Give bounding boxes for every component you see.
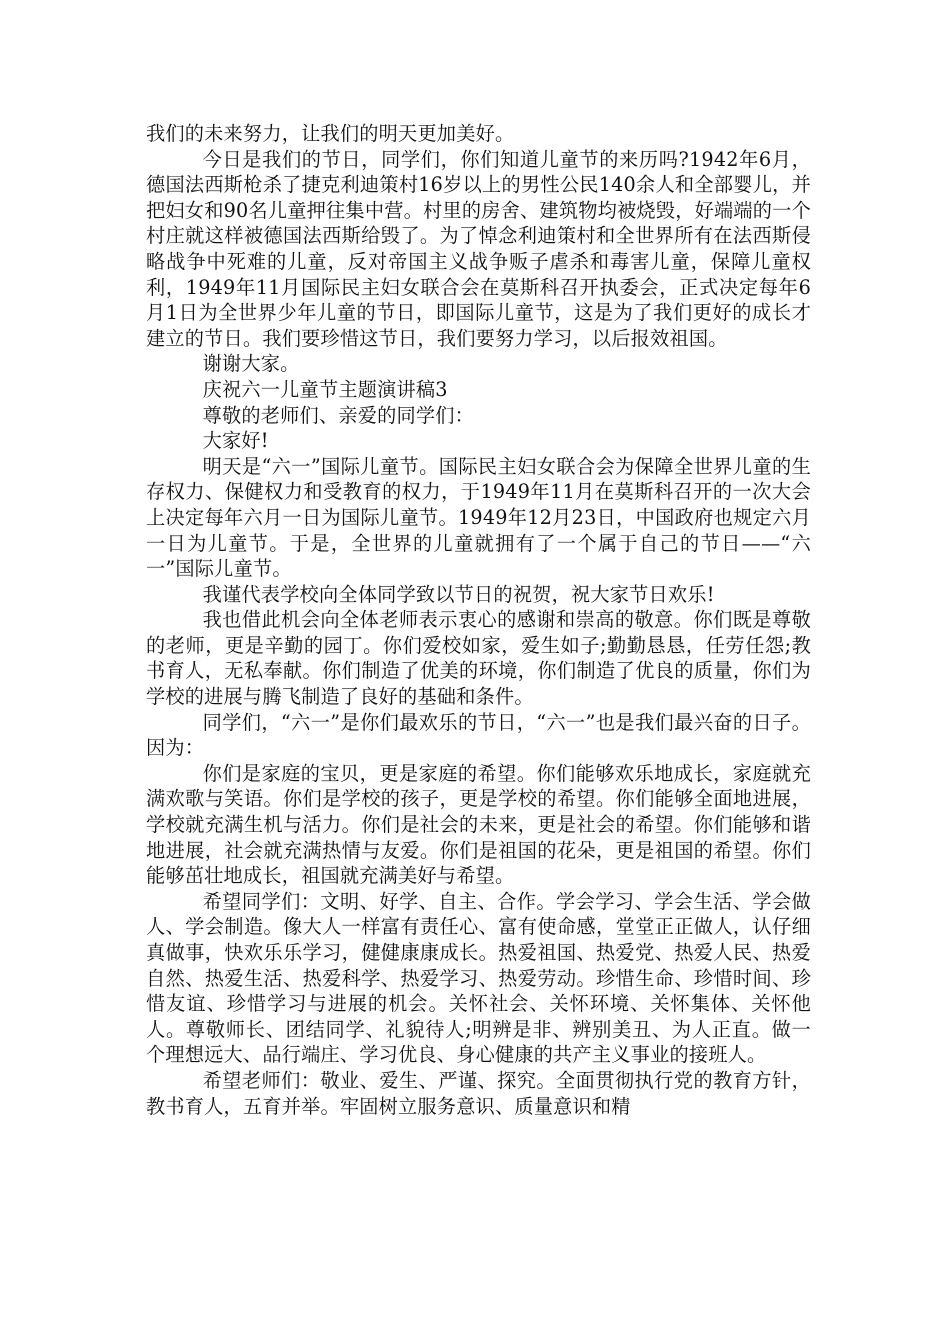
paragraph: 同学们，“六一”是你们最欢乐的节日，“六一”也是我们最兴奋的日子。因为： [146,710,811,760]
body-text [146,121,811,1119]
paragraph: 你们是家庭的宝贝，更是家庭的希望。你们能够欢乐地成长，家庭就充满欢歌与笑语。你们是学校的孩子，更是学校的希望。你们能够全面地进展，学校就充满生机与活力。你们是社会的未来，更是社会的希望。你们能够和谐地进展，社会就充满热情与友爱。你们是祖国的花朵，更是祖国的希望。你们能够茁壮地成长，祖国就充满美好与希望。 [146,761,811,888]
paragraph: 谢谢大家。 [202,352,300,376]
section-title: 庆祝六一儿童节主题演讲稿3 [202,377,448,401]
paragraph: 明天是“六一”国际儿童节。国际民主妇女联合会为保障全世界儿童的生存权力、保健权力和受教育的权力，于1949年11月在莫斯科召开的一次大会上决定每年六月一日为国际儿童节。1949年12月23日，中国政府也规定六月一日为儿童节。于是，全世界的儿童就拥有了一个属于自己的节日——“六一”国际儿童节。 [146,454,811,581]
paragraph: 我谨代表学校向全体同学致以节日的祝贺，祝大家节日欢乐! [202,582,715,606]
salutation: 尊敬的老师们、亲爱的同学们： [202,403,475,427]
greeting: 大家好! [202,429,269,453]
paragraph: 希望同学们：文明、好学、自主、合作。学会学习、学会生活、学会做人、学会制造。像大人一样富有责任心、富有使命感，堂堂正正做人，认仔细真做事，快欢乐乐学习，健健康康成长。热爱祖国、热爱党、热爱人民、热爱自然、热爱生活、热爱科学、热爱学习、热爱劳动。珍惜生命、珍惜时间、珍惜友谊、珍惜学习与进展的机会。关怀社会、关怀环境、关怀集体、关怀他人。尊敬师长、团结同学、礼貌待人;明辨是非、辨别美丑、为人正直。做一个理想远大、品行端庄、学习优良、身心健康的共产主义事业的接班人。 [146,889,811,1067]
paragraph: 希望老师们：敬业、爱生、严谨、探究。全面贯彻执行党的教育方针，教书育人，五育并举。牢固树立服务意识、质量意识和精 [146,1068,811,1118]
paragraph: 今日是我们的节日，同学们，你们知道儿童节的来历吗?1942年6月，德国法西斯枪杀了捷克利迪策村16岁以上的男性公民140余人和全部婴儿，并把妇女和90名儿童押往集中营。村里的房舍、建筑物均被烧毁，好端端的一个村庄就这样被德国法西斯给毁了。为了悼念利迪策村和全世界所有在法西斯侵略战争中死难的儿童，反对帝国主义战争贩子虐杀和毒害儿童，保障儿童权利，1949年11月国际民主妇女联合会在莫斯科召开执委会，正式决定每年6月1日为全世界少年儿童的节日，即国际儿童节，这是为了我们更好的成长才建立的节日。我们要珍惜这节日，我们要努力学习，以后报效祖国。 [146,147,811,350]
paragraph: 我也借此机会向全体老师表示衷心的感谢和崇高的敬意。你们既是尊敬的老师，更是辛勤的园丁。你们爱校如家，爱生如子;勤勤恳恳，任劳任怨;教书育人，无私奉献。你们制造了优美的环境，你们制造了优良的质量，你们为学校的进展与腾飞制造了良好的基础和条件。 [146,608,811,709]
paragraph: 我们的未来努力，让我们的明天更加美好。 [146,122,515,145]
